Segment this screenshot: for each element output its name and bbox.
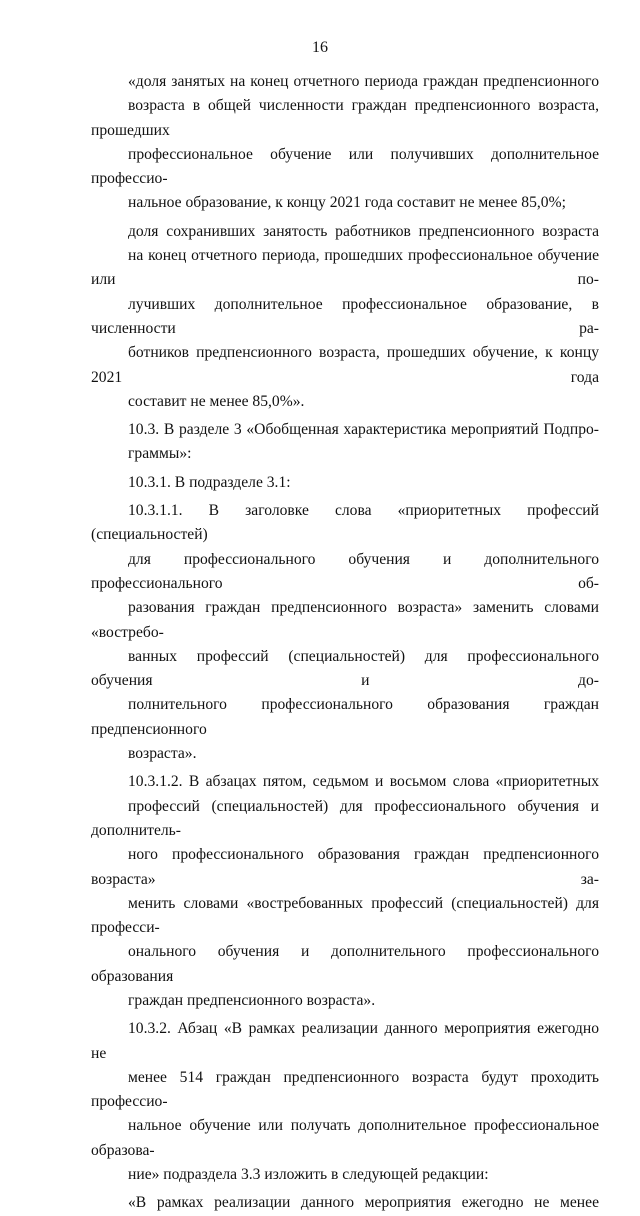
paragraph bbox=[91, 770, 599, 1013]
text-line: на конец отчетного периода, прошедших профессиональное обучение или по- bbox=[91, 247, 599, 289]
text-line: 10.3.2. Абзац «В рамках реализации данного мероприятия ежегодно не bbox=[91, 1020, 599, 1062]
text-line: ного профессионального образования граждан предпенсионного возраста» за- bbox=[91, 846, 599, 888]
paragraph bbox=[91, 418, 599, 467]
text-line: «доля занятых на конец отчетного периода граждан предпенсионного bbox=[128, 73, 599, 90]
page-number: 16 bbox=[312, 39, 328, 56]
paragraph bbox=[91, 499, 599, 766]
text-line: профессий (специальностей) для профессионального обучения и дополнитель- bbox=[91, 797, 599, 839]
paragraph bbox=[91, 1017, 599, 1187]
text-line: профессиональное обучение или получивших дополнительное профессио- bbox=[91, 145, 599, 188]
text-line: полнительного профессионального образования граждан предпенсионного bbox=[91, 696, 599, 738]
text-line: менить словами «востребованных профессий (специальностей) для професси- bbox=[91, 894, 599, 937]
text-line: 10.3. В разделе 3 «Обобщенная характеристика мероприятий Подпро- bbox=[128, 421, 599, 439]
text-line: нальное обучение или получать дополнительное профессиональное образова- bbox=[91, 1117, 599, 1159]
text-line: доля сохранивших занятость работников предпенсионного возраста bbox=[128, 222, 599, 240]
text-line: 10.3.1. В подразделе 3.1: bbox=[128, 473, 291, 491]
text-line: онального обучения и дополнительного профессионального образования bbox=[91, 943, 599, 985]
text-line: 10.3.1.1. В заголовке слова «приоритетных профессий (специальностей) bbox=[91, 502, 599, 544]
text-line: ванных профессий (специальностей) для профессионального обучения и до- bbox=[91, 647, 599, 690]
text-line: разования граждан предпенсионного возраста» заменить словами «востребо- bbox=[91, 599, 599, 641]
text-line: лучивших дополнительное профессиональное образование, в численности ра- bbox=[91, 295, 599, 337]
paragraph bbox=[91, 471, 599, 495]
text-line: ботников предпенсионного возраста, прошедших обучение, к концу 2021 года bbox=[91, 344, 599, 386]
paragraph bbox=[91, 220, 599, 414]
text-line: возраста». bbox=[128, 745, 197, 763]
text-line: менее 514 граждан предпенсионного возраста будут проходить профессио- bbox=[91, 1068, 599, 1111]
text-line: граммы»: bbox=[128, 445, 192, 463]
document-body bbox=[91, 70, 599, 1216]
paragraph bbox=[91, 70, 599, 216]
text-line: составит не менее 85,0%». bbox=[128, 392, 305, 410]
text-line: нальное образование, к концу 2021 года составит не менее 85,0%; bbox=[128, 194, 566, 212]
text-line: граждан предпенсионного возраста». bbox=[128, 991, 376, 1009]
text-line: ние» подраздела 3.3 изложить в следующей редакции: bbox=[128, 1166, 489, 1184]
text-line: 10.3.1.2. В абзацах пятом, седьмом и восьмом слова «приоритетных bbox=[128, 773, 599, 791]
text-line: возраста в общей численности граждан предпенсионного возраста, прошедших bbox=[91, 97, 599, 139]
paragraph bbox=[91, 1191, 599, 1215]
text-line: «В рамках реализации данного мероприятия ежегодно не менее bbox=[128, 1194, 599, 1212]
text-line: для профессионального обучения и дополнительного профессионального об- bbox=[91, 550, 599, 592]
